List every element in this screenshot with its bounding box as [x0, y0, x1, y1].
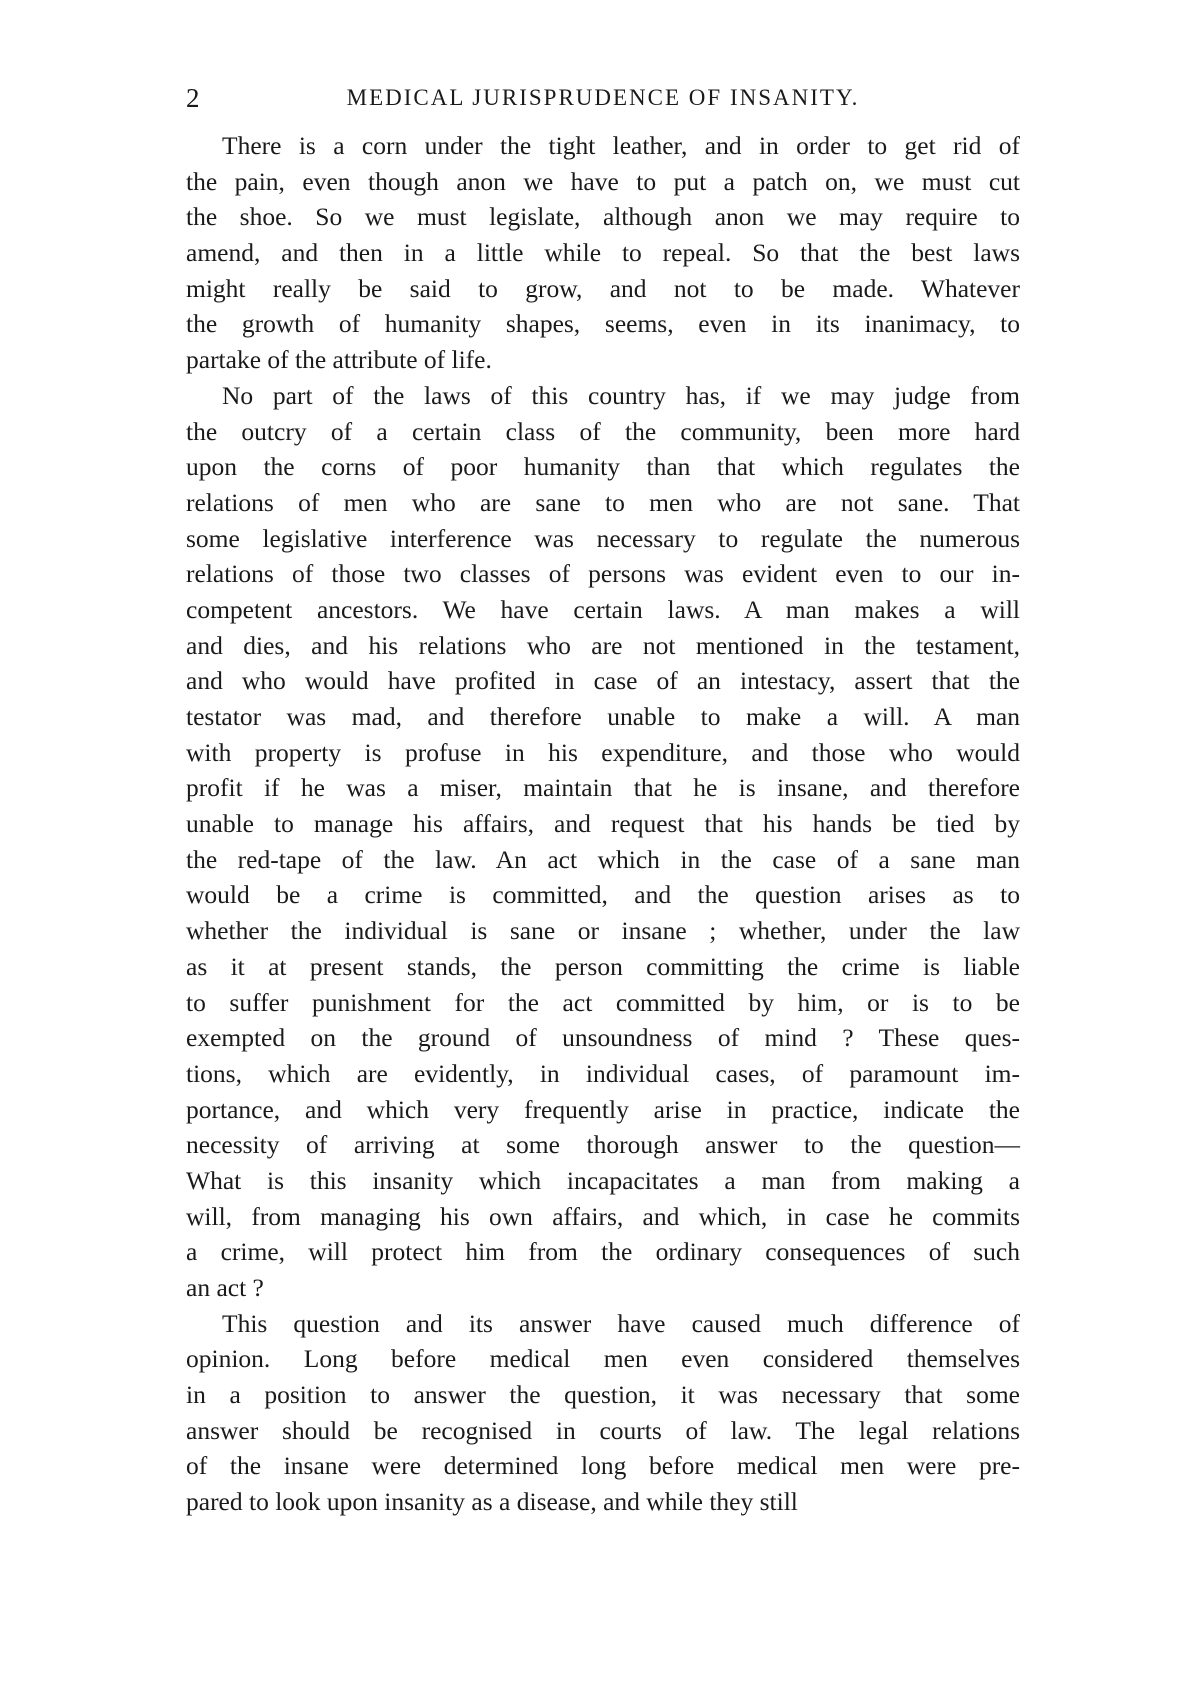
text-line: whether the individual is sane or insane ; whether, under the law: [186, 916, 1020, 946]
body-text: [186, 128, 1020, 1520]
text-line: portance, and which very frequently arise in practice, indicate the: [186, 1094, 1020, 1124]
text-line: of the insane were determined long before medical men were pre-: [186, 1451, 1020, 1481]
text-line: pared to look upon insanity as a disease, and while they still: [186, 1487, 798, 1517]
text-line: answer should be recognised in courts of law. The legal relations: [186, 1415, 1020, 1445]
text-line: to suffer punishment for the act committed by him, or is to be: [186, 987, 1020, 1017]
text-line: and dies, and his relations who are not mentioned in the testament,: [186, 630, 1020, 660]
text-line: upon the corns of poor humanity than that which regulates the: [186, 452, 1020, 482]
text-line: testator was mad, and therefore unable to make a will. A man: [186, 702, 1020, 731]
text-line: What is this insanity which incapacitates a man from making a: [186, 1165, 1020, 1195]
page-number: 2: [186, 83, 200, 113]
text-line: There is a corn under the tight leather, and in order to get rid of: [222, 131, 1020, 160]
text-line: amend, and then in a little while to repeal. So that the best laws: [186, 238, 1020, 268]
text-line: No part of the laws of this country has, if we may judge from: [222, 380, 1020, 410]
paragraph: [186, 1306, 1020, 1520]
text-line: partake of the attribute of life.: [186, 345, 492, 375]
text-line: a crime, will protect him from the ordinary consequences of such: [186, 1237, 1020, 1267]
text-line: as it at present stands, the person committing the crime is liable: [186, 951, 1020, 981]
text-line: competent ancestors. We have certain laws. A man makes a will: [186, 594, 1020, 624]
text-line: an act ?: [186, 1273, 264, 1302]
text-line: opinion. Long before medical men even considered themselves: [186, 1344, 1020, 1374]
running-title: MEDICAL JURISPRUDENCE OF INSANITY.: [346, 85, 860, 110]
text-line: the pain, even though anon we have to put a patch on, we must cut: [186, 166, 1020, 196]
text-line: with property is profuse in his expenditure, and those who would: [186, 737, 1020, 767]
text-line: will, from managing his own affairs, and which, in case he commits: [186, 1201, 1020, 1231]
text-line: the shoe. So we must legislate, although anon we may require to: [186, 202, 1020, 232]
text-line: necessity of arriving at some thorough answer to the question—: [186, 1130, 1020, 1160]
text-line: the outcry of a certain class of the community, been more hard: [186, 416, 1020, 446]
text-line: the red-tape of the law. An act which in the case of a sane man: [186, 844, 1020, 874]
text-line: tions, which are evidently, in individual cases, of paramount im-: [186, 1058, 1020, 1088]
text-line: This question and its answer have caused much difference of: [222, 1308, 1020, 1338]
text-line: exempted on the ground of unsoundness of mind ? These ques-: [186, 1023, 1020, 1053]
text-line: in a position to answer the question, it was necessary that some: [186, 1380, 1020, 1410]
text-line: and who would have profited in case of an intestacy, assert that the: [186, 666, 1020, 696]
text-line: the growth of humanity shapes, seems, even in its inanimacy, to: [186, 309, 1020, 339]
text-line: profit if he was a miser, maintain that he is insane, and therefore: [186, 773, 1020, 803]
paragraph: [186, 378, 1020, 1306]
text-line: would be a crime is committed, and the question arises as to: [186, 880, 1020, 910]
paragraph: [186, 128, 1020, 378]
text-line: relations of those two classes of persons was evident even to our in-: [186, 559, 1020, 589]
text-line: unable to manage his affairs, and request that his hands be tied by: [186, 809, 1020, 839]
text-line: some legislative interference was necessary to regulate the numerous: [186, 523, 1020, 553]
text-line: might really be said to grow, and not to be made. Whatever: [186, 273, 1020, 303]
text-line: relations of men who are sane to men who are not sane. That: [186, 487, 1020, 517]
running-head: [186, 78, 1020, 118]
